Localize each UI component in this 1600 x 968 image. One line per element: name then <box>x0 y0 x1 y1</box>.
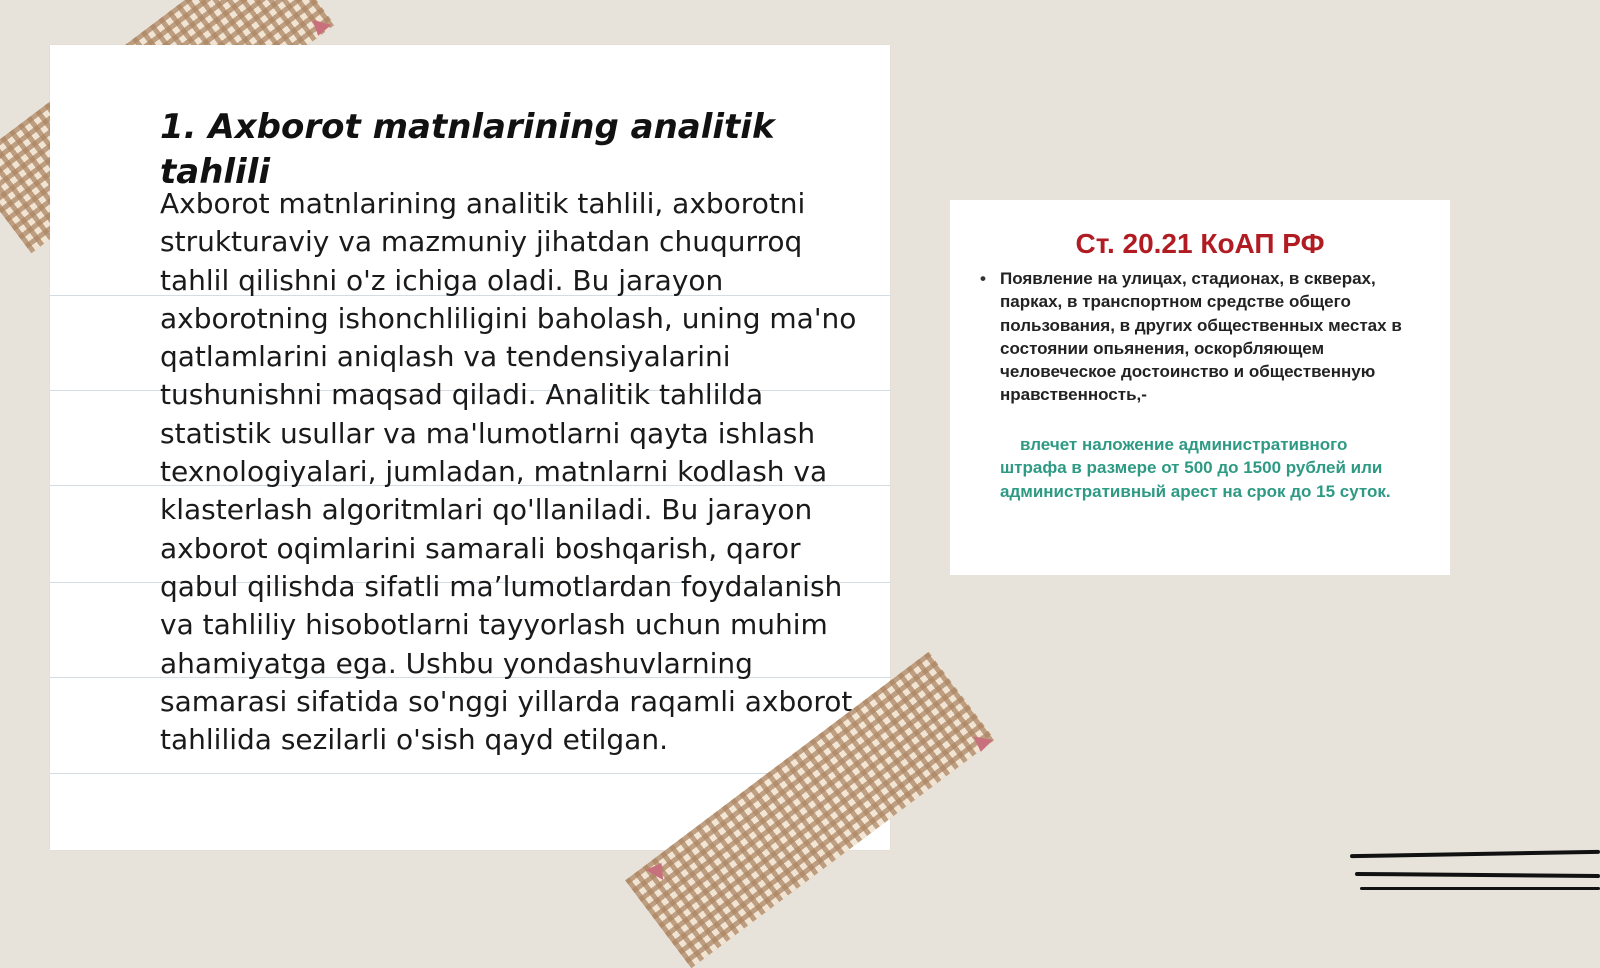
bullet-icon: • <box>980 269 986 288</box>
card-bullet-item <box>978 267 1418 407</box>
slide-body-text: Axborot matnlarining analitik tahlili, axborotni strukturaviy va mazmuniy jihatdan chuqurroq tahlil qilishni o'z ichiga oladi. Bu jarayon axborotning ishonchliligini baholash, uning ma'no qatlamlarini aniqlash va tendensiyalarini tushunishni maqsad qiladi. Analitik tahlilda statistik usullar va ma'lumotlarni qayta ishlash texnologiyalari, jumladan, matnlarni kodlash va klasterlash algoritmlari qo'llaniladi. Bu jarayon axborot oqimlarini samarali boshqarish, qaror qabul qilishda sifatli ma’lumotlardan foydalanish va tahliliy hisobotlarni tayyorlash uchun muhim ahamiyatga ega. Ushbu yondashuvlarning samarasi sifatida so'nggi yillarda raqamli axborot tahlilida sezilarli o'sish qayd etilgan. <box>160 187 857 757</box>
card-title: Ст. 20.21 КоАП РФ <box>1075 228 1325 259</box>
paper-rule-line <box>50 773 890 774</box>
slide-title: 1. Axborot matnlarining analitik tahlili <box>160 107 775 192</box>
decorative-stroke <box>1350 850 1600 858</box>
decorative-stroke <box>1360 887 1600 890</box>
card-bullet-text: Появление на улицах, стадионах, в скверах, парках, в транспортном средстве общего пользования, в других общественных местах в состоянии опьянения, оскорбляющем человеческое достоинство и общественную нравственность,- <box>1000 269 1402 405</box>
lined-paper-note <box>50 45 890 850</box>
decorative-stroke <box>1355 872 1600 878</box>
card-penalty-text: влечет наложение административного штрафа в размере от 500 до 1500 рублей или административный арест на срок до 15 суток. <box>1000 435 1391 501</box>
law-excerpt-card <box>950 200 1450 575</box>
